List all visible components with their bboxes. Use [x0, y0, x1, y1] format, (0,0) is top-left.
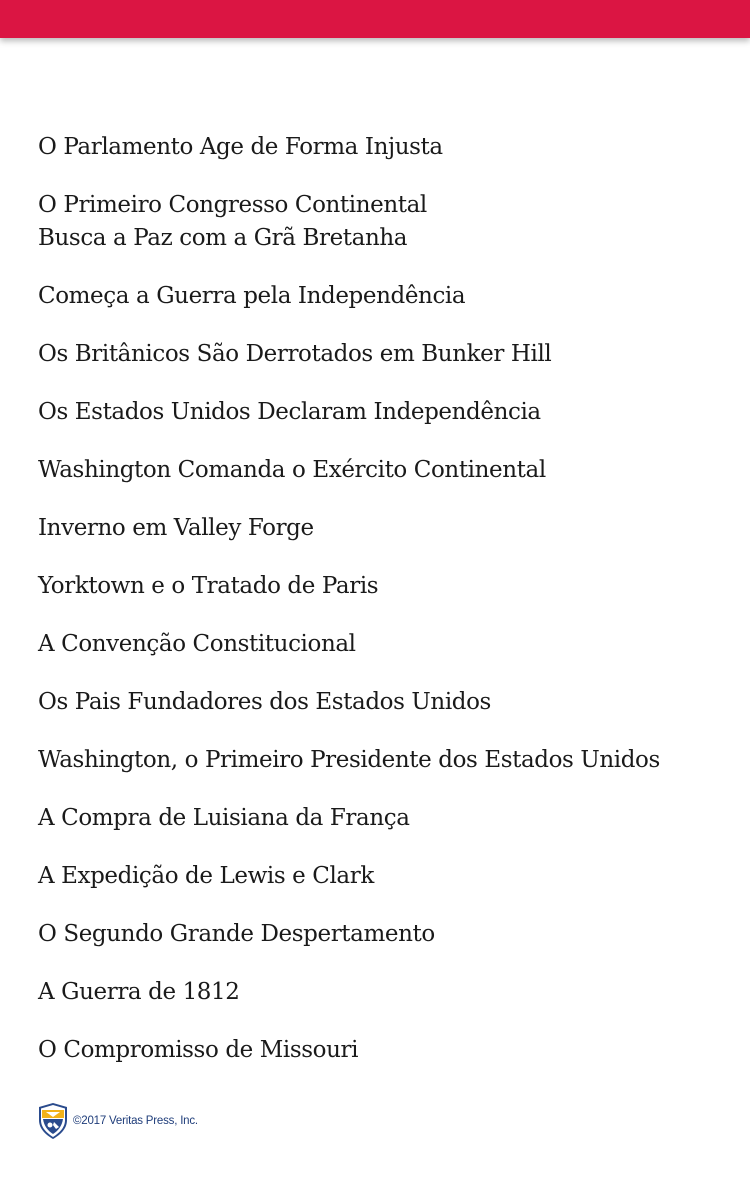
lesson-item[interactable]: A Guerra de 1812 — [38, 979, 240, 1005]
lesson-item[interactable]: O Primeiro Congresso Continental Busca a Paz com a Grã Bretanha — [38, 192, 427, 251]
top-header-bar — [0, 0, 750, 38]
lesson-item[interactable]: O Segundo Grande Despertamento — [38, 921, 435, 947]
lesson-item[interactable]: Começa a Guerra pela Independência — [38, 283, 466, 309]
lesson-item[interactable]: Yorktown e o Tratado de Paris — [38, 573, 379, 599]
lesson-item[interactable]: Os Estados Unidos Declaram Independência — [38, 399, 541, 425]
lesson-item[interactable]: Os Pais Fundadores dos Estados Unidos — [38, 689, 491, 715]
lesson-item[interactable]: A Expedição de Lewis e Clark — [38, 863, 374, 889]
lesson-item[interactable]: Inverno em Valley Forge — [38, 515, 314, 541]
lesson-item[interactable]: O Compromisso de Missouri — [38, 1037, 359, 1063]
lesson-list — [38, 131, 728, 1092]
lesson-item[interactable]: A Convenção Constitucional — [38, 631, 356, 657]
lesson-item[interactable]: A Compra de Luisiana da França — [38, 805, 410, 831]
lesson-item[interactable]: Os Britânicos São Derrotados em Bunker Hill — [38, 341, 552, 367]
lesson-item[interactable]: Washington Comanda o Exército Continental — [38, 457, 546, 483]
copyright-text: ©2017 Veritas Press, Inc. — [73, 1115, 198, 1127]
veritas-press-shield-icon — [37, 1102, 69, 1140]
footer — [37, 1101, 198, 1141]
lesson-item[interactable]: Washington, o Primeiro Presidente dos Estados Unidos — [38, 747, 660, 773]
lesson-item[interactable]: O Parlamento Age de Forma Injusta — [38, 134, 443, 160]
